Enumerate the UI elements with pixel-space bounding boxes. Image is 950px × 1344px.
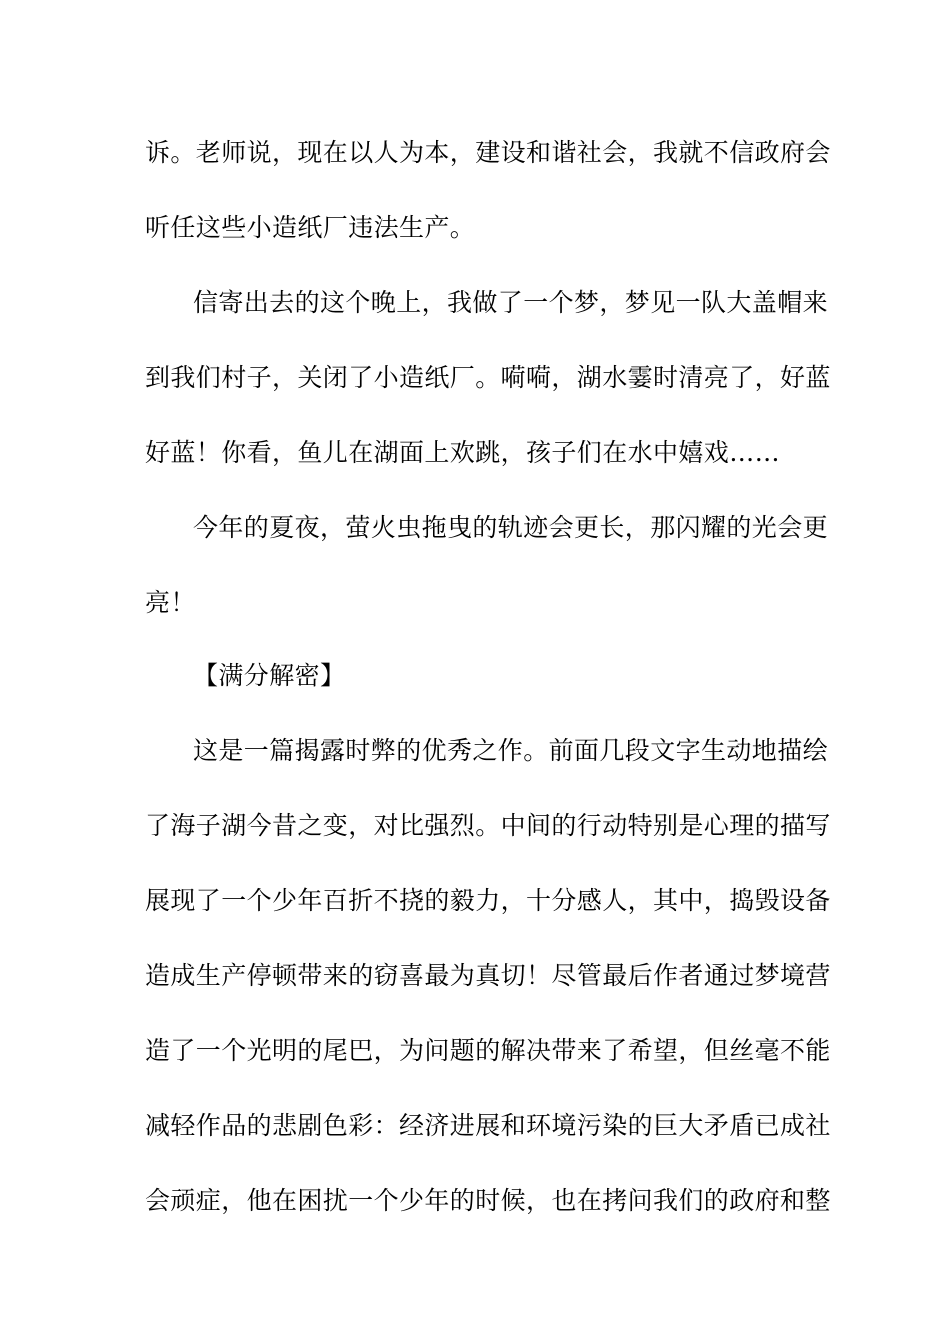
text-line: 造了一个光明的尾巴，为问题的解决带来了希望，但丝毫不能 [145, 1036, 831, 1065]
text-line: 诉。老师说，现在以人为本，建设和谐社会，我就不信政府会 [145, 138, 831, 167]
text-line: 亮！ [145, 588, 196, 617]
text-line: 听任这些小造纸厂违法生产。 [145, 213, 476, 242]
section-heading: 【满分解密】 [193, 661, 346, 690]
text-line: 到我们村子，关闭了小造纸厂。嗬嗬，湖水霎时清亮了，好蓝 [145, 363, 831, 392]
paragraph-start-line: 这是一篇揭露时弊的优秀之作。前面几段文字生动地描绘 [193, 736, 829, 765]
paragraph-start-line: 信寄出去的这个晚上，我做了一个梦，梦见一队大盖帽来 [193, 288, 829, 317]
text-line: 会顽症，他在困扰一个少年的时候，也在拷问我们的政府和整 [145, 1186, 831, 1215]
text-line: 了海子湖今昔之变，对比强烈。中间的行动特别是心理的描写 [145, 811, 831, 840]
text-line: 减轻作品的悲剧色彩：经济进展和环境污染的巨大矛盾已成社 [145, 1111, 831, 1140]
text-line: 好蓝！你看，鱼儿在湖面上欢跳，孩子们在水中嬉戏…… [145, 438, 781, 467]
text-line: 展现了一个少年百折不挠的毅力，十分感人，其中，捣毁设备 [145, 886, 831, 915]
text-line: 造成生产停顿带来的窃喜最为真切！尽管最后作者通过梦境营 [145, 961, 831, 990]
paragraph-start-line: 今年的夏夜，萤火虫拖曳的轨迹会更长，那闪耀的光会更 [193, 513, 829, 542]
